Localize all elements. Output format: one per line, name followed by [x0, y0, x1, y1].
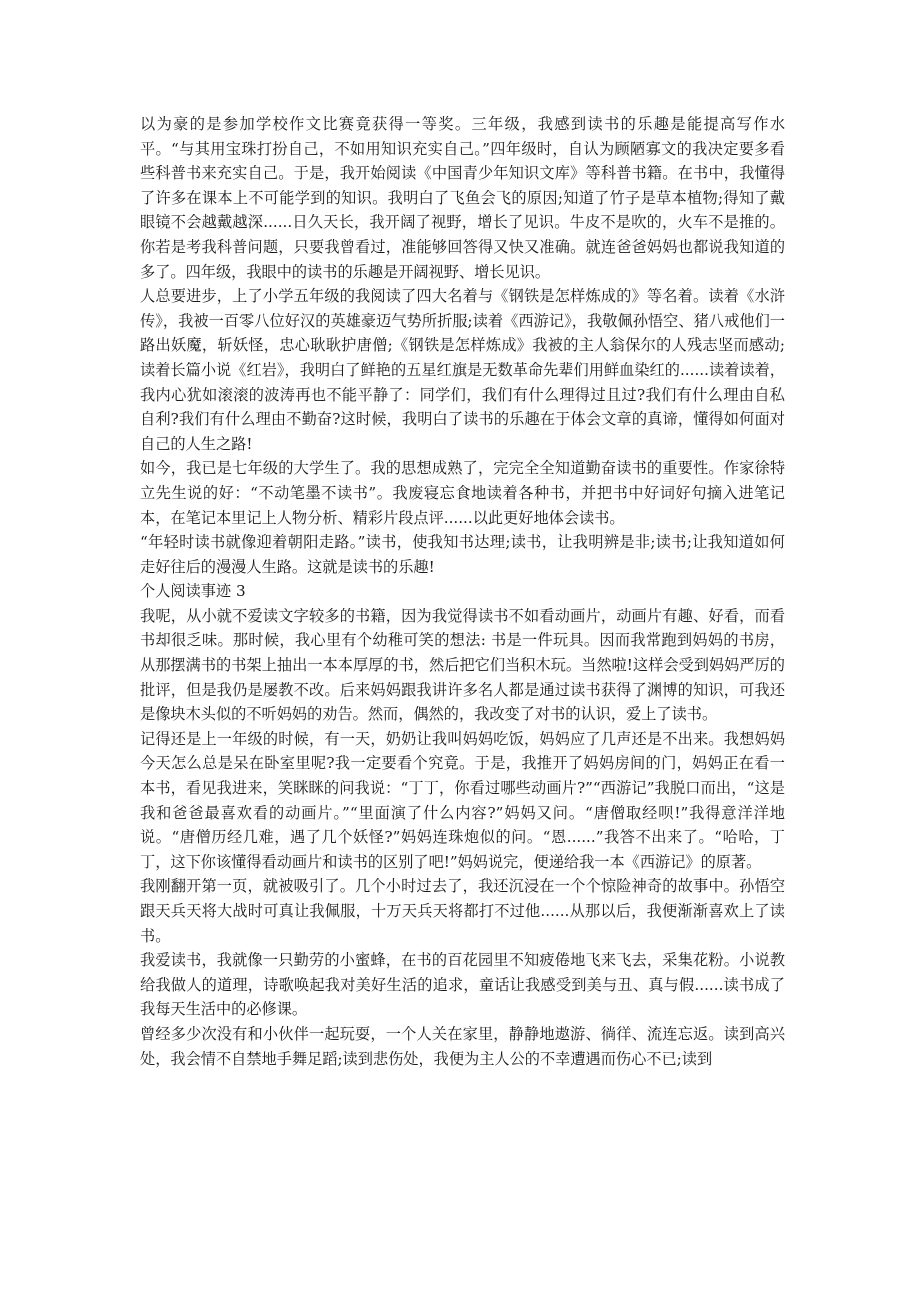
paragraph-1: 以为豪的是参加学校作文比赛竟获得一等奖。三年级，我感到读书的乐趣是能提高写作水平。“与其用宝珠打扮自己，不如用知识充实自己。”四年级时，自认为顾陋寡文的我决定要多看些科普书来充实自己。于是，我开始阅读《中国青少年知识文库》等科普书籍。在书中，我懂得了许多在课本上不可能学到的知识。我明白了飞鱼会飞的原因;知道了竹子是草本植物;得知了戴眼镜不会越戴越深......日久天长，我开阔了视野，增长了见识。牛皮不是吹的，火车不是推的。你若是考我科普问题，只要我曾看过，准能够回答得又快又准确。就连爸爸妈妈也都说我知道的多了。四年级，我眼中的读书的乐趣是开阔视野、增长见识。 [140, 115, 785, 281]
paragraph-3: 如今，我已是七年级的大学生了。我的思想成熟了，完完全全知道勤奋读书的重要性。作家徐特立先生说的好：“不动笔墨不读书”。我废寝忘食地读着各种书，并把书中好词好句摘入进笔记本，在笔记本里记上人物分析、精彩片段点评......以此更好地体会读书。 [140, 459, 785, 527]
paragraph-8: 我爱读书，我就像一只勤劳的小蜜蜂，在书的百花园里不知疲倦地飞来飞去，采集花粉。小说教给我做人的道理，诗歌唤起我对美好生活的追求，童话让我感受到美与丑、真与假......读书成了我每天生活中的必修课。 [140, 951, 785, 1019]
paragraph-7: 我刚翻开第一页，就被吸引了。几个小时过去了，我还沉浸在一个个惊险神奇的故事中。孙悟空跟天兵天将大战时可真让我佩服，十万天兵天将都打不过他......从那以后，我便渐渐喜欢上了读书。 [140, 877, 785, 945]
paragraph-6: 记得还是上一年级的时候，有一天，奶奶让我叫妈妈吃饭，妈妈应了几声还是不出来。我想妈妈今天怎么总是呆在卧室里呢?我一定要看个究竟。于是，我推开了妈妈房间的门，妈妈正在看一本书，看见我进来，笑眯眯的问我说：“丁丁，你看过哪些动画片?”“西游记”我脱口而出，“这是我和爸爸最喜欢看的动画片。”“里面演了什么内容?”妈妈又问。“唐僧取经呗!”我得意洋洋地说。“唐僧历经几难，遇了几个妖怪?”妈妈连珠炮似的问。“恩......”我答不出来了。“哈哈，丁丁，这下你该懂得看动画片和读书的区别了吧!”妈妈说完，便递给我一本《西游记》的原著。 [140, 729, 785, 871]
paragraph-9: 曾经多少次没有和小伙伴一起玩耍，一个人关在家里，静静地遨游、徜徉、流连忘返。读到高兴处，我会情不自禁地手舞足蹈;读到悲伤处，我便为主人公的不幸遭遇而伤心不已;读到 [140, 1024, 785, 1068]
document-body [140, 112, 785, 1071]
paragraph-5: 我呢，从小就不爱读文字较多的书籍，因为我觉得读书不如看动画片，动画片有趣、好看，而看书却很乏味。那时候，我心里有个幼稚可笑的想法: 书是一件玩具。因而我常跑到妈妈的书房，从那摆满书的书架上抽出一本本厚厚的书，然后把它们当积木玩。当然啦!这样会受到妈妈严厉的批评，但是我仍是屡教不改。后来妈妈跟我讲许多名人都是通过读书获得了渊博的知识，可我还是像块木头似的不听妈妈的劝告。然而，偶然的，我改变了对书的认识，爱上了读书。 [140, 606, 785, 724]
section-heading: 个人阅读事迹 3 [140, 582, 246, 601]
paragraph-4: “年轻时读书就像迎着朝阳走路。”读书，使我知书达理;读书，让我明辨是非;读书;让我知道如何走好往后的漫漫人生路。这就是读书的乐趣! [140, 533, 785, 576]
paragraph-2: 人总要进步，上了小学五年级的我阅读了四大名着与《钢铁是怎样炼成的》等名着。读着《水浒传》，我被一百零八位好汉的英雄豪迈气势所折服;读着《西游记》，我敬佩孙悟空、猪八戒他们一路出妖魔，斩妖怪，忠心耿耿护唐僧;《钢铁是怎样炼成》我被的主人翁保尔的人残志坚而感动;读着长篇小说《红岩》，我明白了鲜艳的五星红旗是无数革命先辈们用鲜血染红的......读着读着，我内心犹如滚滚的波涛再也不能平静了：同学们，我们有什么理得过且过?我们有什么理由自私自利?我们有什么理由不勤奋?这时候，我明白了读书的乐趣在于体会文章的真谛，懂得如何面对自己的人生之路! [140, 287, 785, 453]
